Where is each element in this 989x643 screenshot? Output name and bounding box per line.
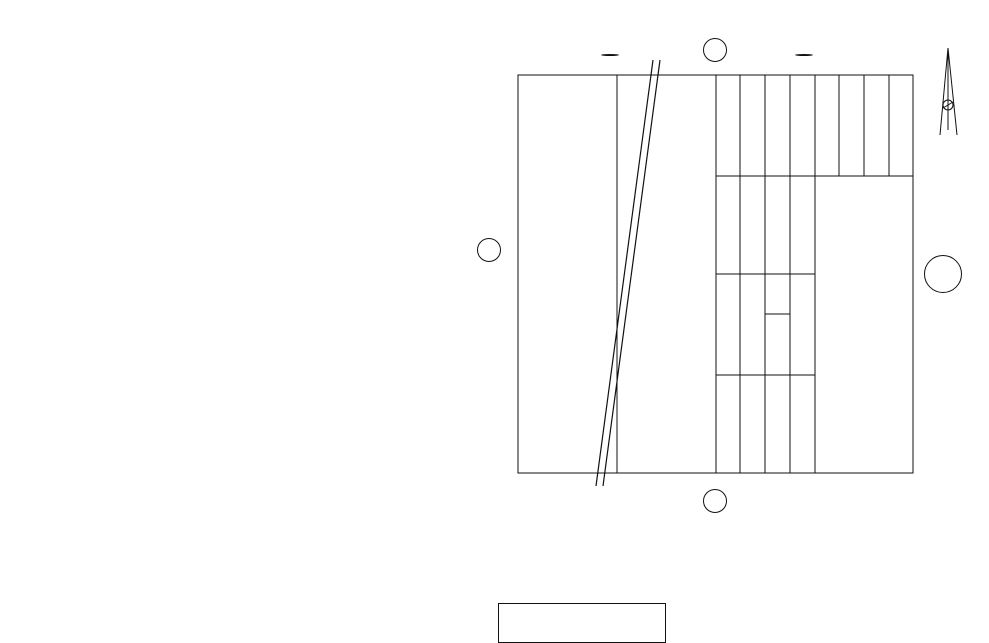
- disclaimer-box: [498, 603, 666, 643]
- book-label-362: [795, 54, 813, 56]
- neighbor-ref-top: [703, 38, 727, 62]
- highlight-arrow-icon: [462, 327, 517, 355]
- neighbor-ref-left: [477, 238, 501, 262]
- north-arrow-icon: [940, 48, 957, 135]
- neighbor-ref-bottom: [703, 489, 727, 513]
- road-edge-east: [603, 60, 660, 486]
- road-edge-west: [596, 60, 653, 486]
- book-label-361: [601, 54, 619, 56]
- neighbor-ref-right: [924, 255, 962, 293]
